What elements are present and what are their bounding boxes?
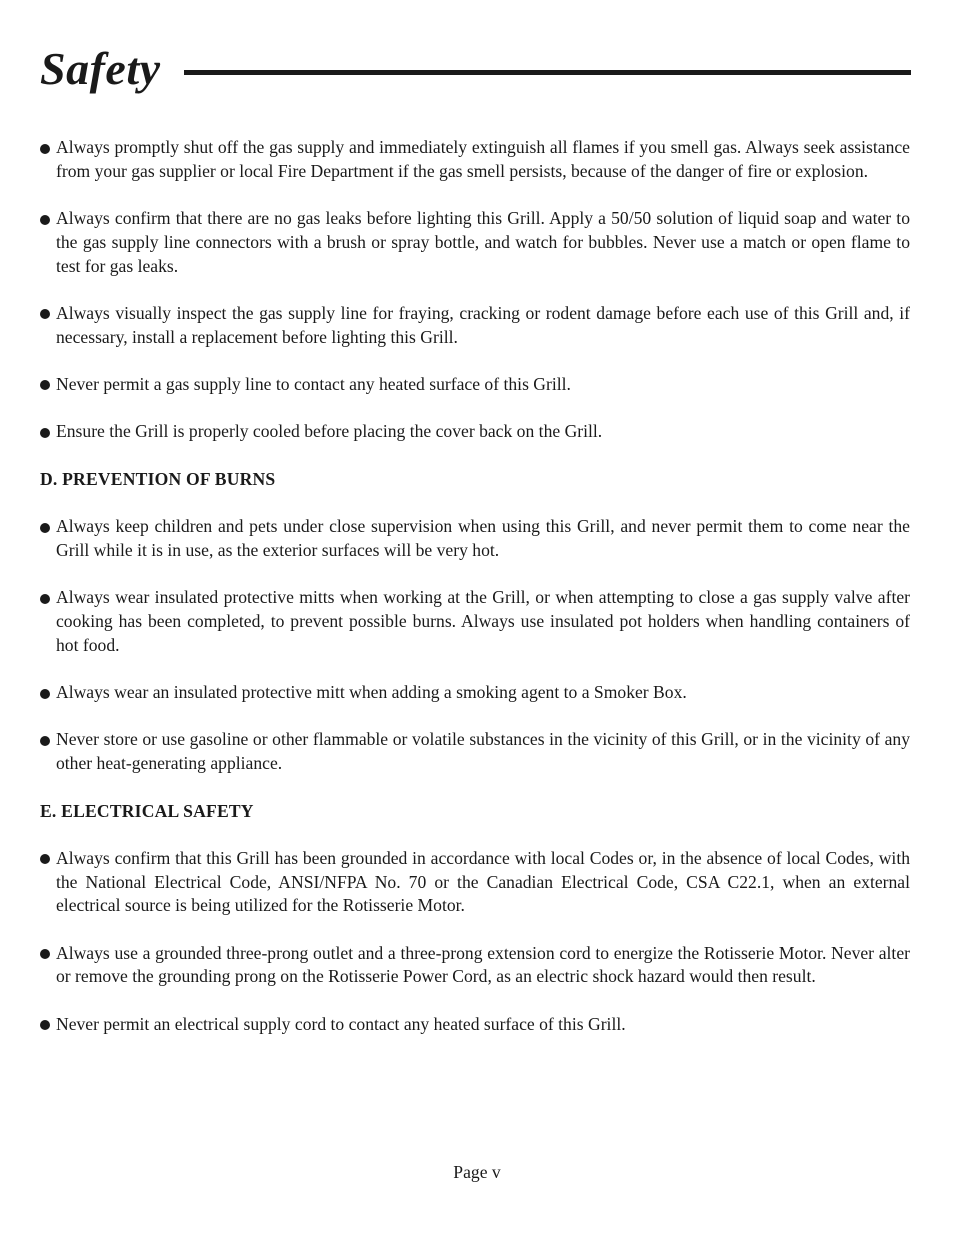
bullet-text: Always confirm that this Grill has been grounded in accordance with local Codes or, in the absence of local Codes, with the National Electrical Code, ANSI/NFPA No. 70 or the Canadian Electrical Code, CSA C22.1, when an external electrical source is being utilized for the Rotisserie Motor. — [56, 847, 910, 916]
bullet-item — [40, 515, 910, 562]
bullet-item — [40, 420, 910, 444]
safety-content — [40, 136, 910, 1060]
bullet-text: Never permit a gas supply line to contact any heated surface of this Grill. — [56, 373, 571, 394]
bullet-item — [40, 1013, 910, 1037]
bullet-item — [40, 728, 910, 775]
bullet-icon — [40, 428, 50, 438]
title-rule — [184, 70, 911, 75]
bullet-text: Always keep children and pets under close supervision when using this Grill, and never permit them to come near the Grill while it is in use, as the exterior surfaces will be very hot. — [56, 516, 910, 560]
bullet-item — [40, 847, 910, 918]
bullet-item — [40, 302, 910, 349]
bullet-text: Always visually inspect the gas supply line for fraying, cracking or rodent damage before each use of this Grill and, if necessary, install a replacement before lighting this Grill. — [56, 302, 910, 347]
bullet-icon — [40, 736, 50, 746]
bullet-text: Never store or use gasoline or other flammable or volatile substances in the vicinity of this Grill, or in the vicinity of any other heat-generating appliance. — [56, 729, 910, 774]
bullet-icon — [40, 689, 50, 699]
bullet-icon — [40, 949, 50, 959]
bullet-icon — [40, 144, 50, 154]
bullet-item — [40, 942, 910, 989]
bullet-text: Always promptly shut off the gas supply and immediately extinguish all flames if you smell gas. Always seek assistance from your gas supplier or local Fire Department if the gas smell persists, because of the danger of fire or explosion. — [56, 137, 910, 181]
bullet-icon — [40, 309, 50, 319]
bullet-item — [40, 136, 910, 183]
section-heading-electrical: E. ELECTRICAL SAFETY — [40, 800, 254, 821]
bullet-item — [40, 586, 910, 657]
bullet-text: Always confirm that there are no gas leaks before lighting this Grill. Apply a 50/50 solution of liquid soap and water to the gas supply line connectors with a brush or spray bottle, and watch for bubbles. Never use a match or open flame to test for gas leaks. — [56, 208, 910, 276]
section-heading-burns: D. PREVENTION OF BURNS — [40, 468, 276, 489]
page-number: Page v — [453, 1162, 501, 1182]
bullet-text: Always wear an insulated protective mitt when adding a smoking agent to a Smoker Box. — [56, 682, 687, 703]
bullet-text: Never permit an electrical supply cord to contact any heated surface of this Grill. — [56, 1013, 626, 1034]
bullet-item — [40, 373, 910, 397]
bullet-icon — [40, 854, 50, 864]
bullet-icon — [40, 523, 50, 533]
bullet-icon — [40, 215, 50, 225]
bullet-item — [40, 681, 910, 705]
bullet-text: Ensure the Grill is properly cooled before placing the cover back on the Grill. — [56, 421, 603, 442]
bullet-text: Always wear insulated protective mitts when working at the Grill, or when attempting to close a gas supply valve after cooking has been completed, to prevent possible burns. Always use insulated pot holders when handling containers of hot food. — [56, 587, 910, 655]
bullet-text: Always use a grounded three-prong outlet and a three-prong extension cord to energize the Rotisserie Motor. Never alter or remove the grounding prong on the Rotisserie Power Cord, as an electric shock hazard would then result. — [56, 942, 910, 987]
bullet-item — [40, 207, 910, 278]
bullet-icon — [40, 380, 50, 390]
page-title: Safety — [40, 43, 161, 94]
bullet-icon — [40, 1020, 50, 1030]
page-header — [40, 40, 912, 100]
bullet-icon — [40, 594, 50, 604]
